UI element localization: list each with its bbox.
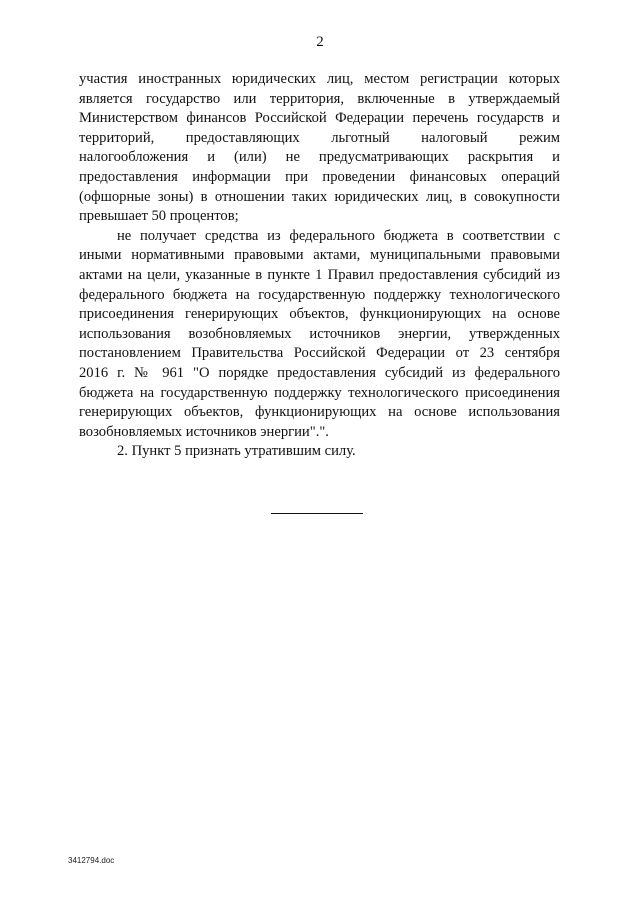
document-id: 3412794.doc [68, 856, 115, 865]
text-line: бюджета на государственную поддержку технологического присоединения [79, 384, 560, 401]
text-line: федерального бюджета на государственную поддержку технологического [79, 286, 560, 303]
text-line: присоединения генерирующих объектов, функционирующих на основе [79, 306, 560, 323]
text-line: налогообложения и (или) не предусматривающих раскрытия и [79, 149, 560, 166]
text-line: 2016 г. № 961 "О порядке предоставления субсидий из федерального [79, 364, 560, 381]
text-line: предоставления информации при проведении финансовых операций [79, 168, 560, 185]
text-line: (офшорные зоны) в отношении таких юридических лиц, в совокупности [79, 188, 560, 205]
text-line: является государство или территория, включенные в утверждаемый [79, 90, 560, 107]
text-line: генерирующих объектов, функционирующих на основе использования [79, 404, 560, 421]
paragraph-3 [79, 442, 560, 462]
text-line: постановлением Правительства Российской Федерации от 23 сентября [79, 345, 560, 362]
end-divider [271, 513, 363, 514]
text-line: участия иностранных юридических лиц, местом регистрации которых [79, 71, 560, 87]
text-line: превышает 50 процентов; [79, 208, 239, 225]
text-line: использования возобновляемых источников энергии, утвержденных [79, 325, 560, 342]
text-line: 2. Пункт 5 признать утратившим силу. [117, 443, 356, 460]
text-line: возобновляемых источников энергии".". [79, 423, 329, 440]
text-line: актами на цели, указанные в пункте 1 Правил предоставления субсидий из [79, 266, 560, 283]
text-line: не получает средства из федерального бюджета в соответствии с [117, 227, 560, 244]
text-line: территорий, предоставляющих льготный налоговый режим [79, 129, 560, 146]
text-line: иными нормативными правовыми актами, муниципальными правовыми [79, 247, 560, 264]
document-body [79, 70, 560, 462]
text-line: Министерством финансов Российской Федерации перечень государств и [79, 110, 560, 127]
paragraph-2 [79, 227, 560, 443]
paragraph-1 [79, 70, 560, 227]
page-number: 2 [316, 34, 324, 50]
